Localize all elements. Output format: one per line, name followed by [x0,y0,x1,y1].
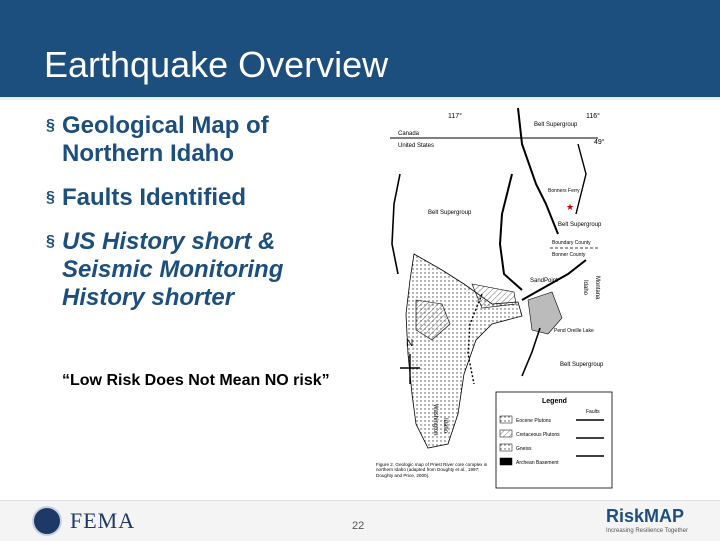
map-caption-wrap [376,462,494,496]
riskmap-wordmark: RiskMAP [606,506,685,526]
riskmap-logo [606,506,688,534]
sandpoint-label: SandPoint [530,278,558,284]
legend-swatch-cretaceous [500,430,512,437]
legend-swatch-gneiss [500,444,512,451]
legend-item-cretaceous: Cretaceous Plutons [516,432,560,438]
map-caption: Figure 2. Geologic map of Priest River core complex in northern Idaho (adapted from Doughty et al., 1997; Doughty and Price, 2000). [376,462,488,478]
idaho-label-2: Idaho [442,418,448,434]
lon-label-2: 116° [586,113,600,120]
geologic-map [372,104,616,496]
belt-bottom-label: Belt Supergroup [560,362,604,368]
north-label: N [406,338,414,349]
bullet-item-3 [46,228,366,312]
belt-top-label: Belt Supergroup [534,122,578,128]
lat-label: 49° [594,139,605,146]
canada-label: Canada [398,131,420,137]
legend-faults-label: Faults [586,409,600,415]
bullet-text-1: Geological Map of Northern Idaho [62,112,269,167]
pend-oreille-label: Pend Oreille Lake [554,328,594,334]
legend-box [496,392,612,488]
legend-item-archean: Archean Basement [516,460,559,466]
bonners-ferry-label: Bonners Ferry [548,188,580,194]
page-number: 22 [352,520,365,532]
bullet-mark-icon: § [46,189,55,206]
legend-item-eocene: Eocene Plutons [516,418,552,424]
bullet-mark-icon: § [46,117,55,134]
bullet-item-1 [46,112,366,168]
riskmap-tagline: Increasing Resilience Together [606,528,688,534]
boundary-county-label: Boundary County [552,240,591,246]
belt-right-label: Belt Supergroup [558,222,602,228]
montana-label: Montana [594,276,600,300]
fema-logo [32,506,135,536]
washington-label: Washington [432,404,438,436]
us-label: United States [398,143,435,149]
legend-swatch-eocene [500,416,512,423]
slide-title: Earthquake Overview [44,44,389,85]
bullet-mark-icon: § [46,233,55,250]
bullet-item-2 [46,184,366,212]
lon-label-1: 117° [448,113,462,120]
bonner-county-label: Bonner County [552,252,586,258]
legend-swatch-archean [500,458,512,465]
legend-title: Legend [542,398,567,405]
idaho-label: Idaho [582,280,588,296]
belt-mid-label: Belt Supergroup [428,210,472,216]
bonners-ferry-star-icon: ★ [566,203,575,213]
quote-text: “Low Risk Does Not Mean NO risk” [62,372,330,389]
bullet-list [46,112,366,328]
dhs-seal-icon [32,506,62,536]
bullet-text-3: US History short & Seismic Monitoring History shorter [62,228,284,311]
bullet-text-2: Faults Identified [62,184,247,211]
legend-item-gneiss: Gneiss [516,446,532,452]
fema-wordmark: FEMA [70,508,136,533]
